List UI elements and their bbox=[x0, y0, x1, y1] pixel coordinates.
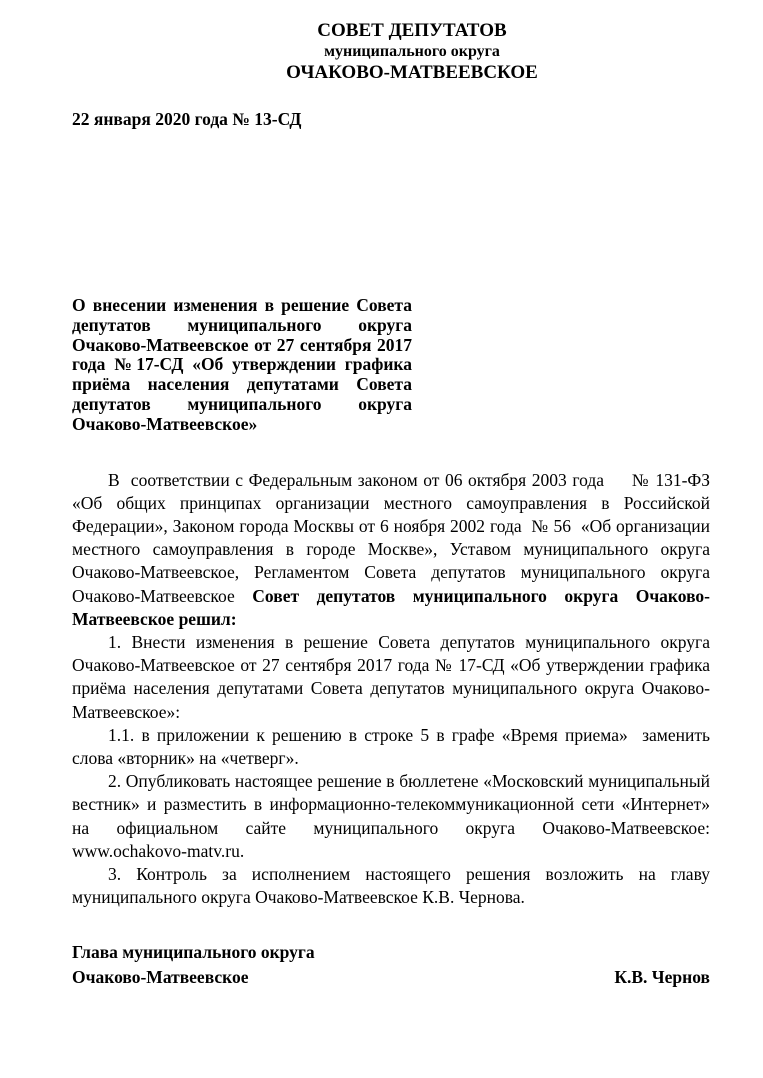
intro-paragraph bbox=[72, 469, 710, 631]
document-header bbox=[72, 20, 710, 84]
paragraph-text: 1. Внести изменения в решение Совета депутатов муниципального округа Очаково-Матвеевское от 27 сентября 2017 года № 17-СД «Об утверждении графика приёма населения депутатами Совета депутатов муниципального округа Очаково-Матвеевское»: bbox=[72, 632, 710, 722]
org-name-line1: СОВЕТ ДЕПУТАТОВ bbox=[317, 20, 507, 41]
resolved-clause-bold-text: Совет депутатов муниципального округа Очаково-Матвеевское решил: bbox=[72, 585, 711, 629]
org-name-line2: муниципального округа bbox=[324, 43, 500, 60]
item-1-1-paragraph bbox=[72, 724, 710, 770]
paragraph-text: В соответствии с Федеральным законом от 06 октября 2003 года № 131-ФЗ «Об общих принципах организации местного самоуправления в Российской Федерации», Законом города Москвы от 6 ноября 2002 года № 56 «Об организации местного самоуправления в городе Москве», Уставом муниципального округа Очаково-Матвеевское, Регламентом Совета депутатов муниципального округа Очаково-Матвеевское bbox=[72, 469, 710, 606]
item-3-paragraph bbox=[72, 863, 710, 909]
signature-position-line1: Глава муниципального округа bbox=[72, 942, 315, 963]
item-1-paragraph bbox=[72, 631, 710, 724]
signature-block bbox=[72, 940, 710, 990]
paragraph-text: 1.1. в приложении к решению в строке 5 в графе «Время приема» заменить слова «вторник» на «четверг». bbox=[72, 724, 710, 769]
paragraph-text: 2. Опубликовать настоящее решение в бюллетене «Московский муниципальный вестник» и разместить в информационно-телекоммуникационной сети «Интернет» на официальном сайте муниципального округа Очаково-Матвеевское: www.ochakovo-matv.ru. bbox=[72, 771, 710, 861]
signature-position-line2: Очаково-Матвеевское bbox=[72, 967, 249, 988]
item-2-paragraph bbox=[72, 770, 710, 863]
document-body bbox=[72, 469, 710, 910]
date-and-number: 22 января 2020 года № 13-СД bbox=[72, 109, 302, 129]
paragraph-text: 3. Контроль за исполнением настоящего решения возложить на главу муниципального округа Очаково-Матвеевское К.В. Чернова. bbox=[72, 864, 710, 908]
decision-title: О внесении изменения в решение Совета депутатов муниципального округа Очаково-Матвеевское от 27 сентября 2017 года №17-СД «Об утверждении графика приёма населения депутатами Совета депутатов муниципального округа Очаково-Матвеевское» bbox=[72, 295, 412, 434]
org-name-line3: ОЧАКОВО-МАТВЕЕВСКОЕ bbox=[286, 62, 538, 83]
signature-name: К.В. Чернов bbox=[614, 967, 710, 988]
